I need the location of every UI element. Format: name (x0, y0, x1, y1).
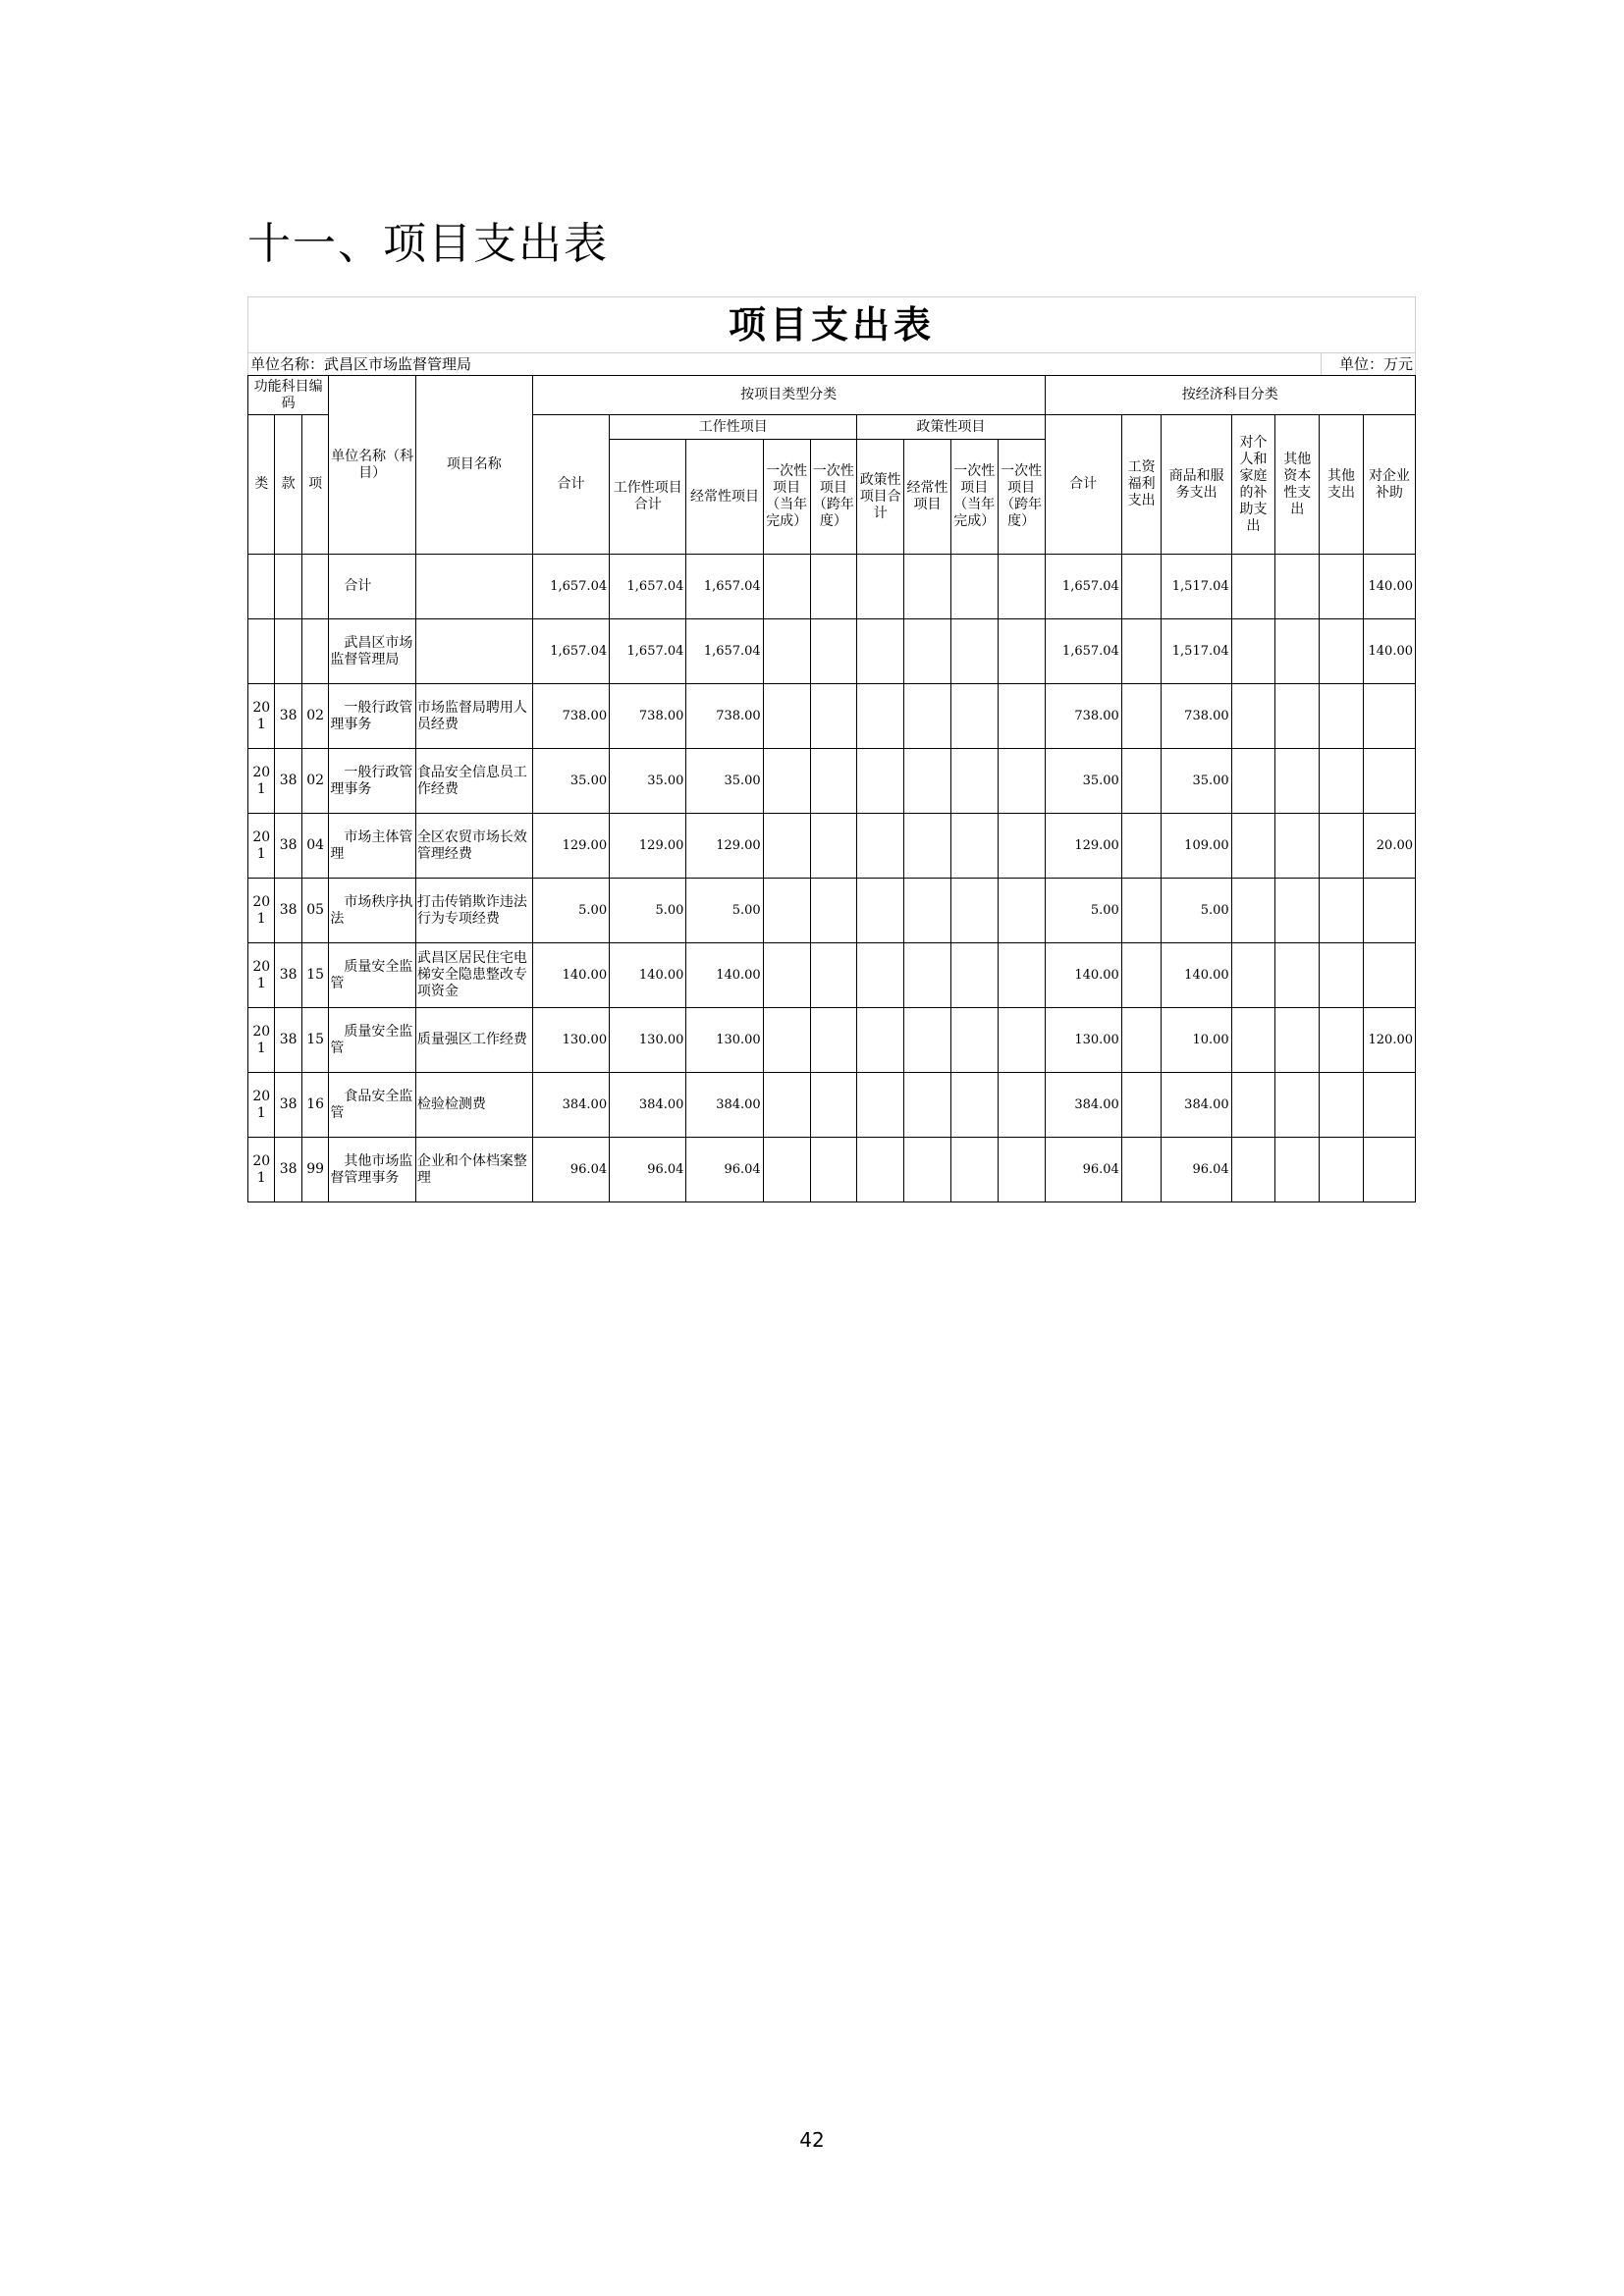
empty-cell (1231, 943, 1275, 1008)
header-lei: 类 (248, 415, 275, 555)
cell-goods: 5.00 (1162, 879, 1231, 943)
empty-cell (1121, 749, 1162, 814)
empty-cell (904, 684, 951, 749)
table-row (248, 879, 1416, 943)
empty-cell (904, 943, 951, 1008)
table-row (248, 555, 1416, 619)
cell-project (415, 619, 532, 684)
cell-lei: 201 (248, 814, 275, 879)
empty-cell (1320, 684, 1364, 749)
empty-cell (1320, 1138, 1364, 1202)
empty-cell (950, 555, 998, 619)
cell-project: 全区农贸市场长效管理经费 (415, 814, 532, 879)
cell-work-total: 384.00 (610, 1073, 686, 1138)
cell-econ-total: 5.00 (1045, 879, 1121, 943)
cell-xiang: 15 (301, 943, 328, 1008)
header-capital: 其他资本性支出 (1275, 415, 1320, 555)
empty-cell (1231, 749, 1275, 814)
section-title: 十一、项目支出表 (247, 219, 609, 269)
empty-cell (1320, 879, 1364, 943)
empty-cell (1320, 814, 1364, 879)
table-row (248, 943, 1416, 1008)
cell-work-regular: 129.00 (686, 814, 763, 879)
header-work-regular: 经常性项目 (686, 440, 763, 555)
header-other: 其他支出 (1320, 415, 1364, 555)
empty-cell (904, 1138, 951, 1202)
cell-work-total: 738.00 (610, 684, 686, 749)
header-policy-regular: 经常性项目 (904, 440, 951, 555)
expenditure-table (247, 375, 1416, 1202)
empty-cell (1275, 749, 1320, 814)
empty-cell (1231, 1073, 1275, 1138)
cell-kuan (275, 555, 301, 619)
cell-kuan: 38 (275, 814, 301, 879)
empty-cell (950, 749, 998, 814)
cell-enterprise (1363, 1073, 1415, 1138)
cell-project: 检验检测费 (415, 1073, 532, 1138)
cell-econ-total: 1,657.04 (1045, 555, 1121, 619)
cell-work-regular: 130.00 (686, 1008, 763, 1073)
empty-cell (810, 814, 857, 879)
empty-cell (1121, 555, 1162, 619)
cell-total: 738.00 (532, 684, 609, 749)
empty-cell (950, 1138, 998, 1202)
cell-lei: 201 (248, 1008, 275, 1073)
cell-total: 129.00 (532, 814, 609, 879)
empty-cell (1275, 1073, 1320, 1138)
empty-cell (998, 1008, 1045, 1073)
empty-cell (763, 555, 810, 619)
empty-cell (904, 1073, 951, 1138)
cell-work-regular: 35.00 (686, 749, 763, 814)
empty-cell (1231, 1008, 1275, 1073)
header-project-name: 项目名称 (415, 376, 532, 555)
empty-cell (763, 749, 810, 814)
empty-cell (1320, 1008, 1364, 1073)
cell-unit: 质量安全监管 (329, 1008, 415, 1073)
cell-econ-total: 738.00 (1045, 684, 1121, 749)
empty-cell (1231, 814, 1275, 879)
empty-cell (763, 1073, 810, 1138)
cell-kuan (275, 619, 301, 684)
empty-cell (1320, 1073, 1364, 1138)
header-goods: 商品和服务支出 (1162, 415, 1231, 555)
cell-work-total: 129.00 (610, 814, 686, 879)
header-policy-projects: 政策性项目 (857, 415, 1045, 440)
empty-cell (1231, 1138, 1275, 1202)
cell-work-regular: 1,657.04 (686, 555, 763, 619)
empty-cell (904, 879, 951, 943)
empty-cell (1121, 684, 1162, 749)
cell-kuan: 38 (275, 749, 301, 814)
header-total: 合计 (532, 415, 609, 555)
empty-cell (857, 684, 904, 749)
empty-cell (998, 619, 1045, 684)
cell-lei: 201 (248, 879, 275, 943)
empty-cell (950, 814, 998, 879)
empty-cell (998, 943, 1045, 1008)
empty-cell (904, 619, 951, 684)
cell-goods: 1,517.04 (1162, 619, 1231, 684)
cell-work-regular: 96.04 (686, 1138, 763, 1202)
table-row (248, 814, 1416, 879)
cell-econ-total: 129.00 (1045, 814, 1121, 879)
table-row (248, 619, 1416, 684)
cell-unit: 一般行政管理事务 (329, 684, 415, 749)
empty-cell (950, 1073, 998, 1138)
cell-enterprise: 20.00 (1363, 814, 1415, 879)
cell-goods: 35.00 (1162, 749, 1231, 814)
empty-cell (1121, 879, 1162, 943)
header-unit-subject: 单位名称（科目） (329, 376, 415, 555)
empty-cell (857, 879, 904, 943)
cell-total: 130.00 (532, 1008, 609, 1073)
header-kuan: 款 (275, 415, 301, 555)
cell-goods: 384.00 (1162, 1073, 1231, 1138)
cell-xiang: 02 (301, 684, 328, 749)
cell-kuan: 38 (275, 1138, 301, 1202)
empty-cell (810, 943, 857, 1008)
table-body (248, 555, 1416, 1202)
empty-cell (1121, 1073, 1162, 1138)
empty-cell (763, 684, 810, 749)
cell-econ-total: 130.00 (1045, 1008, 1121, 1073)
header-work-onetime-current: 一次性项目（当年完成） (763, 440, 810, 555)
cell-goods: 96.04 (1162, 1138, 1231, 1202)
cell-enterprise: 140.00 (1363, 555, 1415, 619)
cell-work-total: 130.00 (610, 1008, 686, 1073)
cell-xiang (301, 555, 328, 619)
header-work-projects: 工作性项目 (610, 415, 857, 440)
empty-cell (857, 1008, 904, 1073)
cell-kuan: 38 (275, 879, 301, 943)
empty-cell (1275, 814, 1320, 879)
empty-cell (998, 1073, 1045, 1138)
header-func-code: 功能科目编码 (248, 376, 329, 415)
empty-cell (810, 619, 857, 684)
empty-cell (1275, 619, 1320, 684)
cell-goods: 109.00 (1162, 814, 1231, 879)
cell-unit: 一般行政管理事务 (329, 749, 415, 814)
project-expenditure-sheet (247, 296, 1416, 1202)
empty-cell (1320, 555, 1364, 619)
cell-work-regular: 5.00 (686, 879, 763, 943)
cell-unit: 其他市场监督管理事务 (329, 1138, 415, 1202)
empty-cell (1275, 943, 1320, 1008)
empty-cell (1231, 555, 1275, 619)
header-policy-onetime-current: 一次性项目（当年完成） (950, 440, 998, 555)
cell-enterprise (1363, 749, 1415, 814)
cell-xiang (301, 619, 328, 684)
header-policy-onetime-cross: 一次性项目（跨年度） (998, 440, 1045, 555)
meta-row (247, 352, 1416, 375)
empty-cell (763, 879, 810, 943)
cell-work-total: 140.00 (610, 943, 686, 1008)
table-title: 项目支出表 (247, 296, 1416, 352)
empty-cell (857, 555, 904, 619)
cell-xiang: 99 (301, 1138, 328, 1202)
cell-kuan: 38 (275, 943, 301, 1008)
empty-cell (1231, 619, 1275, 684)
empty-cell (1231, 879, 1275, 943)
cell-lei: 201 (248, 1073, 275, 1138)
cell-work-regular: 1,657.04 (686, 619, 763, 684)
cell-lei: 201 (248, 943, 275, 1008)
empty-cell (1121, 619, 1162, 684)
cell-enterprise (1363, 879, 1415, 943)
cell-unit: 质量安全监管 (329, 943, 415, 1008)
empty-cell (810, 1138, 857, 1202)
empty-cell (810, 684, 857, 749)
cell-work-regular: 384.00 (686, 1073, 763, 1138)
cell-xiang: 15 (301, 1008, 328, 1073)
table-row (248, 684, 1416, 749)
table-row (248, 749, 1416, 814)
header-personal: 对个人和家庭的补助支出 (1231, 415, 1275, 555)
empty-cell (1275, 1008, 1320, 1073)
cell-unit: 市场主体管理 (329, 814, 415, 879)
cell-enterprise: 140.00 (1363, 619, 1415, 684)
cell-unit: 武昌区市场监督管理局 (329, 619, 415, 684)
empty-cell (763, 1008, 810, 1073)
cell-unit: 食品安全监管 (329, 1073, 415, 1138)
cell-project: 打击传销欺诈违法行为专项经费 (415, 879, 532, 943)
empty-cell (1320, 619, 1364, 684)
cell-project: 食品安全信息员工作经费 (415, 749, 532, 814)
empty-cell (998, 879, 1045, 943)
unit-label: 单位：万元 (1338, 355, 1413, 373)
header-enterprise: 对企业补助 (1363, 415, 1415, 555)
cell-lei: 201 (248, 1138, 275, 1202)
empty-cell (904, 814, 951, 879)
empty-cell (1121, 943, 1162, 1008)
cell-total: 35.00 (532, 749, 609, 814)
cell-lei (248, 555, 275, 619)
empty-cell (763, 943, 810, 1008)
cell-econ-total: 140.00 (1045, 943, 1121, 1008)
cell-work-total: 35.00 (610, 749, 686, 814)
cell-work-regular: 738.00 (686, 684, 763, 749)
unit-name: 单位名称：武昌区市场监督管理局 (250, 355, 472, 373)
cell-lei: 201 (248, 684, 275, 749)
cell-goods: 10.00 (1162, 1008, 1231, 1073)
cell-kuan: 38 (275, 1073, 301, 1138)
cell-xiang: 16 (301, 1073, 328, 1138)
table-row (248, 1008, 1416, 1073)
empty-cell (857, 1073, 904, 1138)
cell-econ-total: 96.04 (1045, 1138, 1121, 1202)
empty-cell (857, 619, 904, 684)
cell-total: 5.00 (532, 879, 609, 943)
cell-project: 武昌区居民住宅电梯安全隐患整改专项资金 (415, 943, 532, 1008)
empty-cell (763, 619, 810, 684)
table-row (248, 1073, 1416, 1138)
cell-total: 140.00 (532, 943, 609, 1008)
empty-cell (904, 555, 951, 619)
cell-project: 市场监督局聘用人员经费 (415, 684, 532, 749)
cell-unit: 合计 (329, 555, 415, 619)
cell-kuan: 38 (275, 684, 301, 749)
empty-cell (1231, 684, 1275, 749)
empty-cell (1275, 879, 1320, 943)
cell-work-total: 96.04 (610, 1138, 686, 1202)
cell-xiang: 05 (301, 879, 328, 943)
empty-cell (857, 749, 904, 814)
cell-enterprise (1363, 1138, 1415, 1202)
cell-econ-total: 384.00 (1045, 1073, 1121, 1138)
empty-cell (998, 749, 1045, 814)
empty-cell (998, 814, 1045, 879)
header-by-econ: 按经济科目分类 (1045, 376, 1415, 415)
empty-cell (857, 814, 904, 879)
cell-total: 384.00 (532, 1073, 609, 1138)
empty-cell (763, 814, 810, 879)
empty-cell (1275, 1138, 1320, 1202)
empty-cell (1320, 943, 1364, 1008)
cell-goods: 140.00 (1162, 943, 1231, 1008)
header-by-type: 按项目类型分类 (532, 376, 1045, 415)
empty-cell (810, 1008, 857, 1073)
header-work-total: 工作性项目合计 (610, 440, 686, 555)
empty-cell (1320, 749, 1364, 814)
cell-work-total: 1,657.04 (610, 619, 686, 684)
empty-cell (810, 749, 857, 814)
empty-cell (810, 1073, 857, 1138)
empty-cell (904, 749, 951, 814)
cell-econ-total: 1,657.04 (1045, 619, 1121, 684)
meta-divider (1321, 353, 1322, 375)
empty-cell (950, 619, 998, 684)
cell-xiang: 02 (301, 749, 328, 814)
cell-lei: 201 (248, 749, 275, 814)
empty-cell (1275, 555, 1320, 619)
cell-econ-total: 35.00 (1045, 749, 1121, 814)
cell-project (415, 555, 532, 619)
cell-total: 1,657.04 (532, 555, 609, 619)
empty-cell (950, 684, 998, 749)
empty-cell (998, 684, 1045, 749)
cell-lei (248, 619, 275, 684)
empty-cell (950, 943, 998, 1008)
empty-cell (1121, 1008, 1162, 1073)
header-policy-total: 政策性项目合计 (857, 440, 904, 555)
empty-cell (950, 1008, 998, 1073)
cell-project: 质量强区工作经费 (415, 1008, 532, 1073)
empty-cell (904, 1008, 951, 1073)
empty-cell (763, 1138, 810, 1202)
cell-kuan: 38 (275, 1008, 301, 1073)
cell-xiang: 04 (301, 814, 328, 879)
header-work-onetime-cross: 一次性项目（跨年度） (810, 440, 857, 555)
empty-cell (1121, 1138, 1162, 1202)
cell-work-total: 5.00 (610, 879, 686, 943)
empty-cell (1275, 684, 1320, 749)
empty-cell (998, 1138, 1045, 1202)
header-econ-total: 合计 (1045, 415, 1121, 555)
table-row (248, 1138, 1416, 1202)
cell-goods: 738.00 (1162, 684, 1231, 749)
cell-goods: 1,517.04 (1162, 555, 1231, 619)
cell-enterprise (1363, 943, 1415, 1008)
header-xiang: 项 (301, 415, 328, 555)
cell-total: 96.04 (532, 1138, 609, 1202)
empty-cell (810, 555, 857, 619)
empty-cell (950, 879, 998, 943)
cell-enterprise (1363, 684, 1415, 749)
cell-work-regular: 140.00 (686, 943, 763, 1008)
cell-work-total: 1,657.04 (610, 555, 686, 619)
cell-unit: 市场秩序执法 (329, 879, 415, 943)
empty-cell (857, 1138, 904, 1202)
cell-enterprise: 120.00 (1363, 1008, 1415, 1073)
header-wage: 工资福利支出 (1121, 415, 1162, 555)
empty-cell (998, 555, 1045, 619)
page-number: 42 (799, 2128, 825, 2152)
empty-cell (1121, 814, 1162, 879)
empty-cell (810, 879, 857, 943)
empty-cell (857, 943, 904, 1008)
cell-project: 企业和个体档案整理 (415, 1138, 532, 1202)
cell-total: 1,657.04 (532, 619, 609, 684)
